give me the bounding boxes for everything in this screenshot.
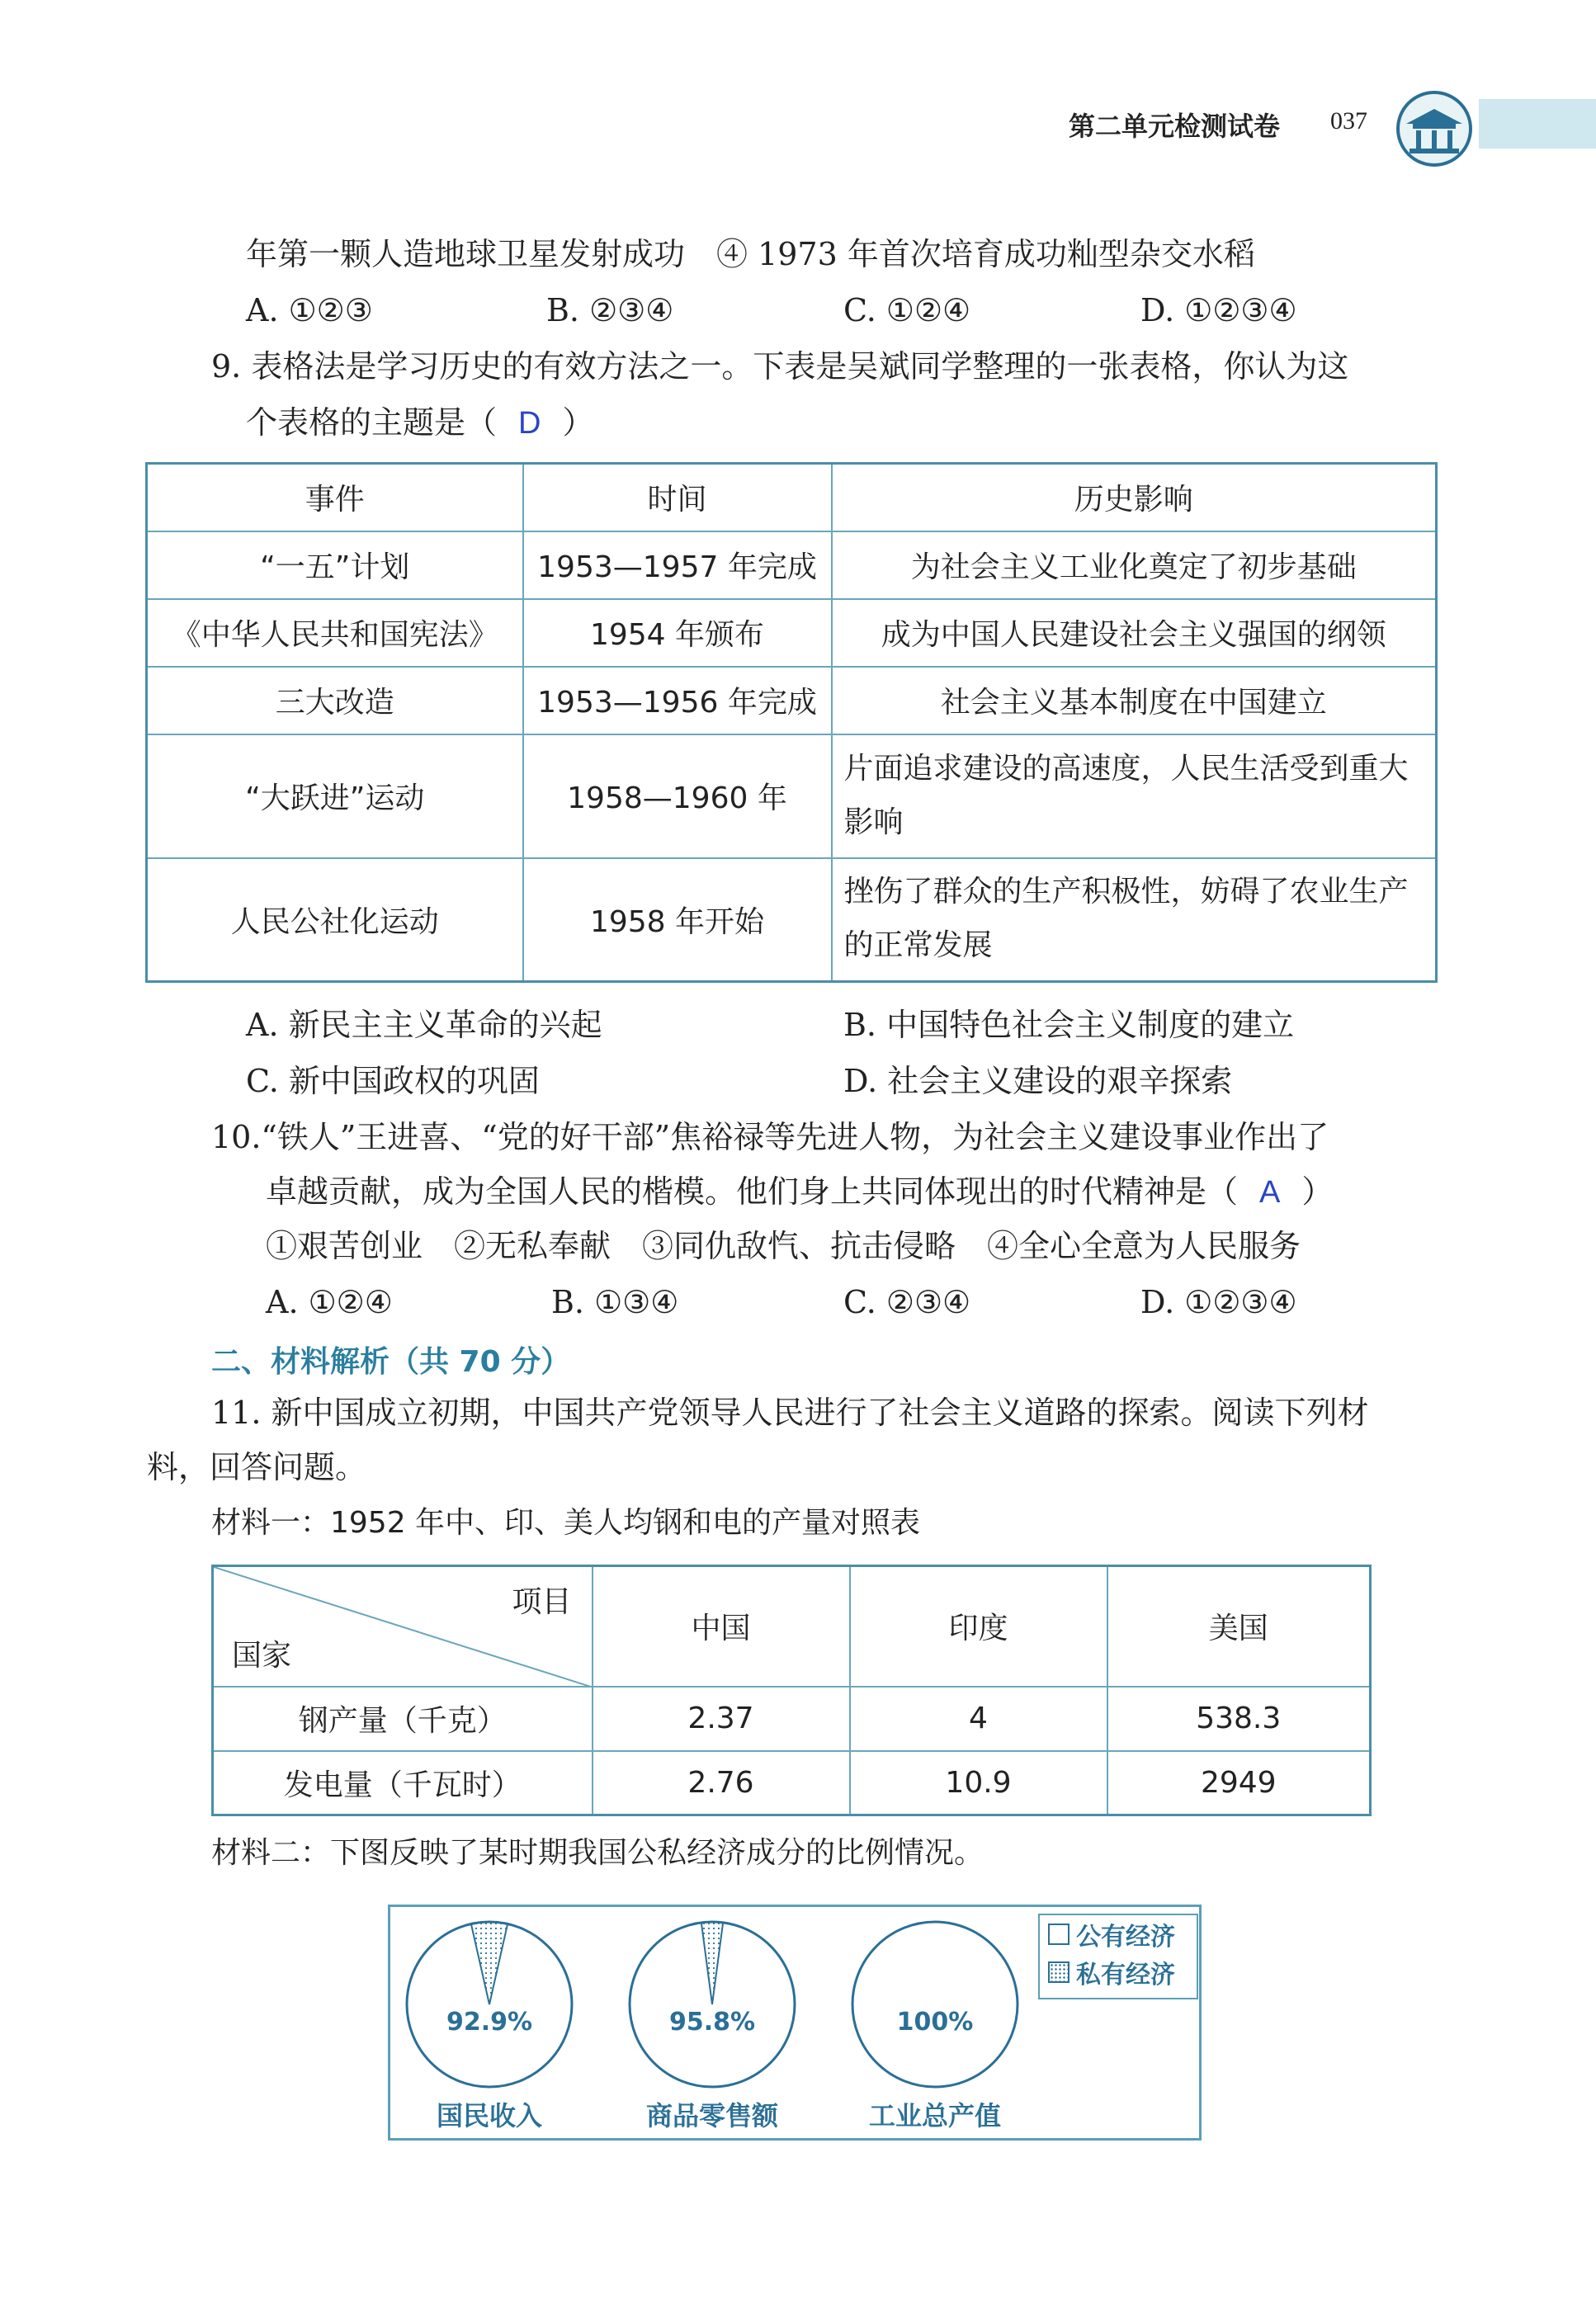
material1-title: 材料一：1952 年中、印、美人均钢和电的产量对照表 [211,1506,921,1540]
q8-option-b: B. ②③④ [546,292,674,328]
q9-table [145,462,1438,983]
q10-line2 [266,1173,1333,1212]
q9-line2 [246,404,593,443]
pie-percent-label: 100% [896,2008,974,2037]
q8-option-c: C. ①②④ [843,292,971,328]
table-cell: 三大改造 [147,667,523,734]
header-band [1479,99,1596,149]
q10-line1: 10.“铁人”王进喜、“党的好干部”焦裕禄等先进人物，为社会主义建设事业作出了 [211,1119,1329,1155]
table-cell: 成为中国人民建设社会主义强国的纲领 [832,599,1437,667]
table-cell: 社会主义基本制度在中国建立 [832,667,1437,734]
pie-chart-panel [388,1905,1202,2141]
table-cell: 1958—1960 年 [523,734,832,858]
table-cell: 发电量（千瓦时） [213,1751,593,1815]
table-cell: 2.37 [593,1687,850,1751]
q11-table [211,1565,1372,1816]
table-row [213,1687,1371,1751]
pie-category-label: 工业总产值 [868,2100,1001,2131]
q10-answer: A [1259,1175,1281,1210]
section-title: 二、材料解析（共 70 分） [211,1345,571,1379]
temple-logo-icon [1395,89,1474,168]
q10-option-d: D. ①②③④ [1140,1284,1297,1320]
table-row [213,1751,1371,1815]
table-header: 历史影响 [832,464,1437,531]
corner-top-label: 项目 [512,1585,572,1619]
q8-tail: 年第一颗人造地球卫星发射成功 ④ 1973 年首次培育成功籼型杂交水稻 [246,236,1255,272]
legend-swatch [1048,1961,1070,1983]
table-cell: 2.76 [593,1751,850,1815]
table-row [147,858,1437,982]
pie-category-label: 国民收入 [436,2100,542,2131]
q9-line2-close: ） [562,404,594,441]
q8-option-d: D. ①②③④ [1140,292,1297,328]
legend-item-public [1040,1915,1197,1953]
corner-bottom-label: 国家 [232,1638,292,1673]
q9-line1: 9. 表格法是学习历史的有效方法之一。下表是吴斌同学整理的一张表格，你认为这 [211,348,1349,385]
table-cell: 10.9 [850,1751,1107,1815]
table-header: 中国 [593,1566,850,1687]
q10-option-c: C. ②③④ [843,1284,971,1320]
q10-option-b: B. ①③④ [551,1284,679,1320]
q10-line2-close: ） [1301,1173,1334,1210]
table-header: 时间 [523,464,832,531]
table-cell: “一五”计划 [147,531,523,599]
table-cell: 1954 年颁布 [523,599,832,667]
table-cell: 4 [850,1687,1107,1751]
table-row [147,667,1437,734]
q10-items: ①艰苦创业 ②无私奉献 ③同仇敌忾、抗击侵略 ④全心全意为人民服务 [266,1228,1301,1264]
table-cell: 钢产量（千克） [213,1687,593,1751]
q9-answer: D [518,406,541,441]
q9-option-b: B. 中国特色社会主义制度的建立 [843,1007,1295,1043]
page-number: 037 [1330,107,1367,135]
table-cell: 1953—1956 年完成 [523,667,832,734]
pie-legend [1038,1914,1198,1999]
legend-swatch [1048,1924,1070,1945]
table-cell: 1958 年开始 [523,858,832,982]
q11-line1: 11. 新中国成立初期，中国共产党领导人民进行了社会主义道路的探索。阅读下列材 [211,1395,1369,1431]
pie-percent-label: 95.8% [668,2008,756,2037]
q9-option-a: A. 新民主主义革命的兴起 [246,1007,602,1043]
corner-cell [213,1566,593,1687]
unit-title: 第二单元检测试卷 [1069,111,1281,142]
table-row [147,734,1437,858]
material2-title: 材料二：下图反映了某时期我国公私经济成分的比例情况。 [211,1836,985,1870]
q9-option-c: C. 新中国政权的巩固 [246,1063,540,1099]
legend-label: 公有经济 [1076,1923,1175,1952]
pie-category-label: 商品零售额 [645,2100,778,2131]
q10-option-a: A. ①②④ [266,1284,393,1320]
legend-item-private [1040,1953,1197,1991]
q8-option-a: A. ①②③ [246,292,373,328]
table-cell: 人民公社化运动 [147,858,523,982]
table-cell: “大跃进”运动 [147,734,523,858]
table-cell: 片面追求建设的高速度，人民生活受到重大影响 [832,734,1437,858]
table-row [147,531,1437,599]
table-row [147,599,1437,667]
table-cell: 挫伤了群众的生产积极性，妨碍了农业生产的正常发展 [832,858,1437,982]
table-cell: 1953—1957 年完成 [523,531,832,599]
pie-public-slice [852,1922,1018,2087]
table-cell: 538.3 [1107,1687,1371,1751]
q9-line2-text: 个表格的主题是（ [246,404,498,441]
table-header: 美国 [1107,1566,1371,1687]
table-header: 事件 [147,464,523,531]
table-cell: 《中华人民共和国宪法》 [147,599,523,667]
q10-line2-text: 卓越贡献，成为全国人民的楷模。他们身上共同体现出的时代精神是（ [266,1173,1239,1210]
pie-percent-label: 92.9% [446,2008,533,2037]
table-header: 印度 [850,1566,1107,1687]
q9-option-d: D. 社会主义建设的艰辛探索 [843,1063,1233,1099]
q11-line2: 料，回答问题。 [147,1449,367,1485]
table-cell: 为社会主义工业化奠定了初步基础 [832,531,1437,599]
legend-label: 私有经济 [1076,1961,1175,1990]
table-cell: 2949 [1107,1751,1371,1815]
